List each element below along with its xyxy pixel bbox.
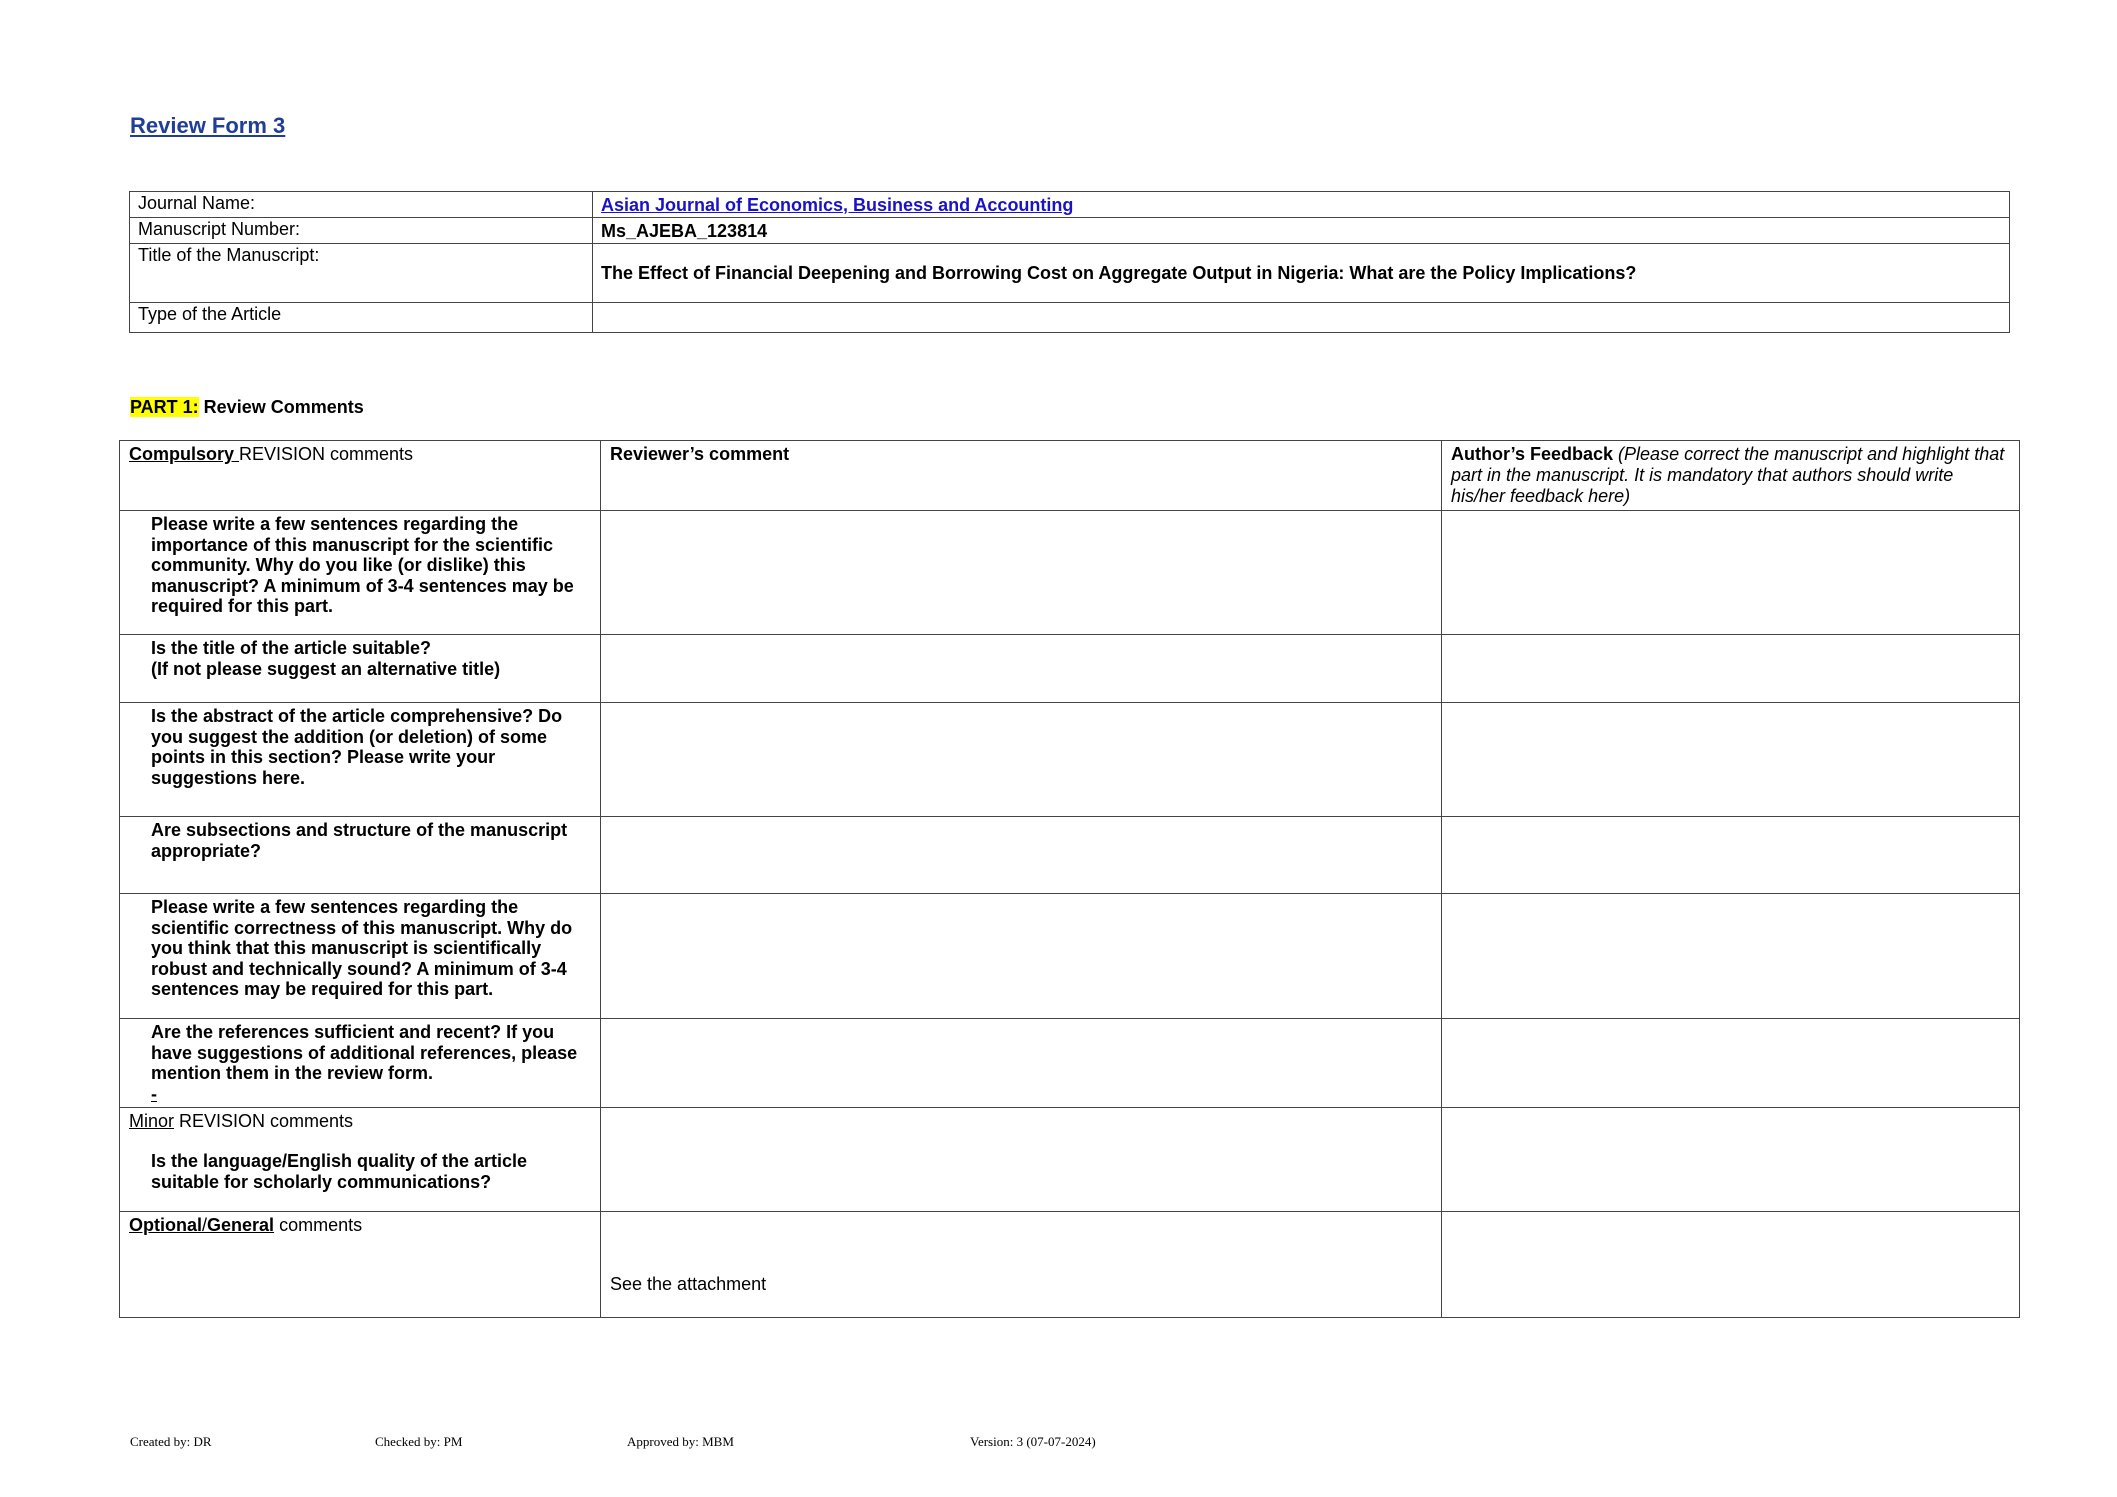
manuscript-label: Manuscript Number: — [130, 218, 593, 244]
compulsory-header: Compulsory REVISION comments — [120, 441, 601, 511]
review-row-optional — [120, 1212, 2020, 1318]
review-row-title — [120, 635, 2020, 703]
footer-checked: Checked by: PM — [375, 1434, 463, 1449]
review-header-row — [120, 441, 2020, 511]
review-comments-table — [119, 440, 2020, 1318]
author-feedback-cell[interactable] — [1442, 703, 2020, 817]
part1-heading — [130, 397, 364, 418]
review-row-abstract — [120, 703, 2020, 817]
type-label: Type of the Article — [130, 303, 593, 333]
author-feedback-cell[interactable] — [1442, 1108, 2020, 1212]
author-feedback-cell[interactable] — [1442, 635, 2020, 703]
manuscript-title: The Effect of Financial Deepening and Borrowing Cost on Aggregate Output in Nigeria: What are the Policy Implications? — [601, 262, 1637, 283]
review-row-importance — [120, 511, 2020, 635]
info-row-manuscript — [130, 218, 2010, 244]
optional-reviewer-comment[interactable]: See the attachment — [601, 1212, 1442, 1318]
part1-label: Review Comments — [198, 397, 364, 417]
part1-tag: PART 1: — [130, 397, 199, 417]
author-feedback-cell[interactable] — [1442, 1212, 2020, 1318]
author-feedback-cell[interactable] — [1442, 511, 2020, 635]
question-correctness: Please write a few sentences regarding the scientific correctness of this manuscript. Why do you think that this manuscript is scientifically robust and technically sound? A minimum of 3-4 sentences may be required for this part. — [151, 897, 573, 999]
author-feedback-cell[interactable] — [1442, 894, 2020, 1019]
review-row-correctness — [120, 894, 2020, 1019]
info-row-journal — [130, 192, 2010, 218]
title-label: Title of the Manuscript: — [130, 244, 593, 303]
footer-approved: Approved by: MBM — [627, 1434, 734, 1449]
question-structure: Are subsections and structure of the manuscript appropriate? — [151, 820, 568, 861]
review-row-structure — [120, 817, 2020, 894]
minor-revision-label: Minor REVISION comments — [129, 1111, 354, 1131]
optional-general-label: Optional/General comments — [129, 1215, 363, 1235]
reviewer-comment-cell[interactable] — [601, 1108, 1442, 1212]
question-title: Is the title of the article suitable? — [151, 638, 432, 658]
question-language: Is the language/English quality of the article suitable for scholarly communications? — [151, 1151, 528, 1192]
info-row-type — [130, 303, 2010, 333]
question-importance: Please write a few sentences regarding the importance of this manuscript for the scientific community. Why do you like (or dislike) this manuscript? A minimum of 3-4 sentences may be required for this part. — [151, 514, 574, 616]
journal-label: Journal Name: — [130, 192, 593, 218]
question-abstract: Is the abstract of the article comprehensive? Do you suggest the addition (or deletion) of some points in this section? Please write your suggestions here. — [151, 706, 563, 788]
type-value — [593, 303, 2010, 333]
reviewer-comment-cell[interactable] — [601, 1019, 1442, 1108]
review-row-references — [120, 1019, 2020, 1108]
footer-created: Created by: DR — [130, 1434, 212, 1449]
footer-version: Version: 3 (07-07-2024) — [970, 1434, 1096, 1449]
info-row-title — [130, 244, 2010, 303]
reviewer-comment-cell[interactable] — [601, 703, 1442, 817]
manuscript-info-table — [129, 191, 2010, 333]
reviewer-comment-cell[interactable] — [601, 817, 1442, 894]
reviewer-comment-cell[interactable] — [601, 894, 1442, 1019]
author-feedback-header: Author’s Feedback (Please correct the manuscript and highlight that part in the manuscript. It is mandatory that authors should write his/her feedback here) — [1442, 441, 2020, 511]
reviewer-comment-cell[interactable] — [601, 635, 1442, 703]
references-dash: - — [151, 1083, 157, 1104]
manuscript-number: Ms_AJEBA_123814 — [601, 221, 768, 241]
question-references: Are the references sufficient and recent? If you have suggestions of additional references, please mention them in the review form. — [151, 1022, 578, 1083]
reviewer-comment-header: Reviewer’s comment — [601, 441, 1442, 511]
form-title: Review Form 3 — [130, 113, 286, 138]
author-feedback-cell[interactable] — [1442, 817, 2020, 894]
question-title-sub: (If not please suggest an alternative title) — [151, 658, 501, 679]
journal-link[interactable]: Asian Journal of Economics, Business and Accounting — [601, 195, 1074, 215]
review-row-minor — [120, 1108, 2020, 1212]
reviewer-comment-cell[interactable] — [601, 511, 1442, 635]
author-feedback-cell[interactable] — [1442, 1019, 2020, 1108]
